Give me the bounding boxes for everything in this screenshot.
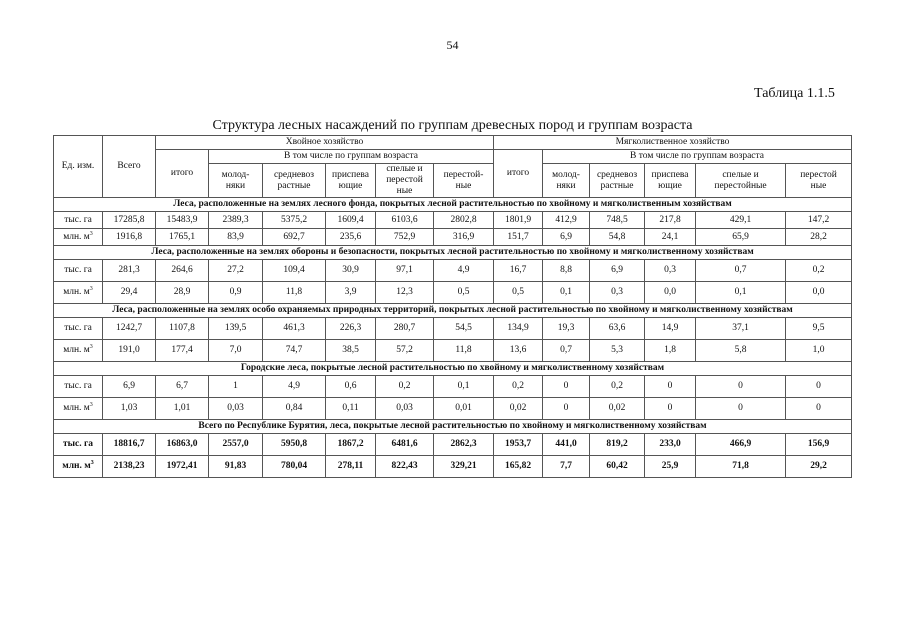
table-cell: 780,04 bbox=[263, 456, 326, 478]
table-cell: 0 bbox=[645, 376, 696, 398]
table-cell: 0,2 bbox=[376, 376, 434, 398]
table-cell: 5375,2 bbox=[263, 212, 326, 229]
table-cell: 1,8 bbox=[645, 340, 696, 362]
table-row bbox=[54, 318, 852, 340]
table-cell: 19,3 bbox=[543, 318, 590, 340]
unit-cell: тыс. га bbox=[54, 260, 103, 282]
table-cell: 1 bbox=[209, 376, 263, 398]
table-cell: 28,2 bbox=[786, 229, 852, 246]
table-cell: 12,3 bbox=[376, 282, 434, 304]
table-cell: 0,6 bbox=[326, 376, 376, 398]
table-cell: 151,7 bbox=[494, 229, 543, 246]
table-cell: 441,0 bbox=[543, 434, 590, 456]
header-age-deciduous-1: средневоз растные bbox=[590, 164, 645, 198]
unit-cell: тыс. га bbox=[54, 212, 103, 229]
table-cell: 1,03 bbox=[103, 398, 156, 420]
table-cell: 466,9 bbox=[696, 434, 786, 456]
table-cell: 191,0 bbox=[103, 340, 156, 362]
header-age-deciduous-2: приспева ющие bbox=[645, 164, 696, 198]
table-cell: 5,3 bbox=[590, 340, 645, 362]
table-cell: 235,6 bbox=[326, 229, 376, 246]
header-deciduous-by-age: В том числе по группам возраста bbox=[543, 150, 852, 164]
table-cell: 1242,7 bbox=[103, 318, 156, 340]
header-total: Всего bbox=[103, 136, 156, 198]
table-cell: 0,0 bbox=[786, 282, 852, 304]
table-cell: 156,9 bbox=[786, 434, 852, 456]
unit-cell: тыс. га bbox=[54, 376, 103, 398]
table-cell: 0,1 bbox=[696, 282, 786, 304]
header-coniferous-itogo: итого bbox=[156, 150, 209, 198]
unit-cell: млн. $м^3$ bbox=[54, 282, 103, 304]
table-cell: 752,9 bbox=[376, 229, 434, 246]
table-cell: 1107,8 bbox=[156, 318, 209, 340]
table-cell: 29,4 bbox=[103, 282, 156, 304]
table-cell: 429,1 bbox=[696, 212, 786, 229]
header-age-coniferous-4: перестой- ные bbox=[434, 164, 494, 198]
table-cell: 54,5 bbox=[434, 318, 494, 340]
table-cell: 83,9 bbox=[209, 229, 263, 246]
table-cell: 0 bbox=[786, 398, 852, 420]
table-cell: 316,9 bbox=[434, 229, 494, 246]
table-cell: 233,0 bbox=[645, 434, 696, 456]
table-cell: 6103,6 bbox=[376, 212, 434, 229]
table-cell: 0,5 bbox=[494, 282, 543, 304]
table-cell: 0,84 bbox=[263, 398, 326, 420]
table-cell: 177,4 bbox=[156, 340, 209, 362]
table-row bbox=[54, 340, 852, 362]
table-cell: 0,2 bbox=[590, 376, 645, 398]
table-cell: 16,7 bbox=[494, 260, 543, 282]
table-cell: 139,5 bbox=[209, 318, 263, 340]
table-cell: 0 bbox=[645, 398, 696, 420]
table-cell: 412,9 bbox=[543, 212, 590, 229]
table-cell: 0,1 bbox=[543, 282, 590, 304]
table-cell: 6,7 bbox=[156, 376, 209, 398]
table-cell: 38,5 bbox=[326, 340, 376, 362]
table-cell: 1,0 bbox=[786, 340, 852, 362]
table-cell: 0,02 bbox=[590, 398, 645, 420]
table-cell: 71,8 bbox=[696, 456, 786, 478]
table-row bbox=[54, 456, 852, 478]
table-cell: 109,4 bbox=[263, 260, 326, 282]
header-deciduous: Мягколиственное хозяйство bbox=[494, 136, 852, 150]
table-cell: 11,8 bbox=[434, 340, 494, 362]
section-title: Леса, расположенные на землях обороны и безопасности, покрытых лесной растительностью по хвойному и мягколиственному хозяйствам bbox=[54, 246, 852, 260]
table-cell: 5,8 bbox=[696, 340, 786, 362]
table-cell: 13,6 bbox=[494, 340, 543, 362]
table-cell: 6,9 bbox=[103, 376, 156, 398]
table-cell: 0,9 bbox=[209, 282, 263, 304]
section-title: Всего по Республике Бурятия, леса, покрытые лесной растительностью по хвойному и мягколиственному хозяйствам bbox=[54, 420, 852, 434]
table-cell: 14,9 bbox=[645, 318, 696, 340]
table-cell: 0 bbox=[696, 376, 786, 398]
table-cell: 2557,0 bbox=[209, 434, 263, 456]
header-unit: Ед. изм. bbox=[54, 136, 103, 198]
table-row bbox=[54, 282, 852, 304]
table-cell: 278,11 bbox=[326, 456, 376, 478]
unit-cell: млн. $м^3$ bbox=[54, 340, 103, 362]
table-cell: 1,01 bbox=[156, 398, 209, 420]
table-cell: 165,82 bbox=[494, 456, 543, 478]
table-cell: 30,9 bbox=[326, 260, 376, 282]
table-cell: 7,7 bbox=[543, 456, 590, 478]
table-cell: 1867,2 bbox=[326, 434, 376, 456]
table-cell: 27,2 bbox=[209, 260, 263, 282]
forest-structure-table bbox=[53, 135, 852, 478]
table-label: Таблица 1.1.5 bbox=[754, 86, 835, 101]
table-cell: 3,9 bbox=[326, 282, 376, 304]
table-cell: 1953,7 bbox=[494, 434, 543, 456]
table-row bbox=[54, 212, 852, 229]
table-cell: 2802,8 bbox=[434, 212, 494, 229]
table-cell: 1609,4 bbox=[326, 212, 376, 229]
table-cell: 1765,1 bbox=[156, 229, 209, 246]
table-cell: 4,9 bbox=[434, 260, 494, 282]
table-cell: 28,9 bbox=[156, 282, 209, 304]
table-cell: 74,7 bbox=[263, 340, 326, 362]
table-cell: 748,5 bbox=[590, 212, 645, 229]
header-age-coniferous-3: спелые и перестой ные bbox=[376, 164, 434, 198]
table-cell: 0,02 bbox=[494, 398, 543, 420]
table-cell: 1916,8 bbox=[103, 229, 156, 246]
table-cell: 0,3 bbox=[590, 282, 645, 304]
header-coniferous-by-age: В том числе по группам возраста bbox=[209, 150, 494, 164]
unit-cell: тыс. га bbox=[54, 318, 103, 340]
table-cell: 0,2 bbox=[786, 260, 852, 282]
table-cell: 6,9 bbox=[590, 260, 645, 282]
table-cell: 0,11 bbox=[326, 398, 376, 420]
table-cell: 0,5 bbox=[434, 282, 494, 304]
table-row bbox=[54, 376, 852, 398]
table-cell: 2862,3 bbox=[434, 434, 494, 456]
table-cell: 4,9 bbox=[263, 376, 326, 398]
table-cell: 6,9 bbox=[543, 229, 590, 246]
table-cell: 7,0 bbox=[209, 340, 263, 362]
table-cell: 18816,7 bbox=[103, 434, 156, 456]
table-cell: 29,2 bbox=[786, 456, 852, 478]
table-cell: 37,1 bbox=[696, 318, 786, 340]
table-cell: 0,7 bbox=[543, 340, 590, 362]
table-cell: 0,2 bbox=[494, 376, 543, 398]
table-cell: 0,0 bbox=[645, 282, 696, 304]
table-cell: 1801,9 bbox=[494, 212, 543, 229]
section-title: Леса, расположенные на землях особо охраняемых природных территорий, покрытых лесной растительностью по хвойному и мягколиственному хозяйствам bbox=[54, 304, 852, 318]
unit-cell: млн. $м^3$ bbox=[54, 456, 103, 478]
table-cell: 57,2 bbox=[376, 340, 434, 362]
header-age-deciduous-4: перестой ные bbox=[786, 164, 852, 198]
table-title: Структура лесных насаждений по группам древесных пород и группам возраста bbox=[212, 118, 693, 133]
unit-cell: тыс. га bbox=[54, 434, 103, 456]
header-age-deciduous-0: молод- няки bbox=[543, 164, 590, 198]
table-cell: 5950,8 bbox=[263, 434, 326, 456]
table-cell: 819,2 bbox=[590, 434, 645, 456]
header-coniferous: Хвойное хозяйство bbox=[156, 136, 494, 150]
table-cell: 9,5 bbox=[786, 318, 852, 340]
table-cell: 8,8 bbox=[543, 260, 590, 282]
table-cell: 822,43 bbox=[376, 456, 434, 478]
table-cell: 15483,9 bbox=[156, 212, 209, 229]
header-deciduous-itogo: итого bbox=[494, 150, 543, 198]
header-age-coniferous-2: приспева ющие bbox=[326, 164, 376, 198]
table-cell: 461,3 bbox=[263, 318, 326, 340]
header-age-coniferous-0: молод- няки bbox=[209, 164, 263, 198]
table-cell: 217,8 bbox=[645, 212, 696, 229]
table-cell: 692,7 bbox=[263, 229, 326, 246]
table-cell: 147,2 bbox=[786, 212, 852, 229]
table-row bbox=[54, 434, 852, 456]
table-cell: 329,21 bbox=[434, 456, 494, 478]
table-cell: 54,8 bbox=[590, 229, 645, 246]
table-cell: 65,9 bbox=[696, 229, 786, 246]
table-row bbox=[54, 398, 852, 420]
table-cell: 0,03 bbox=[209, 398, 263, 420]
table-cell: 0 bbox=[786, 376, 852, 398]
section-title: Леса, расположенные на землях лесного фонда, покрытых лесной растительностью по хвойному и мягколиственным хозяйствам bbox=[54, 198, 852, 212]
table-cell: 25,9 bbox=[645, 456, 696, 478]
table-cell: 264,6 bbox=[156, 260, 209, 282]
table-cell: 63,6 bbox=[590, 318, 645, 340]
table-cell: 226,3 bbox=[326, 318, 376, 340]
table-cell: 2389,3 bbox=[209, 212, 263, 229]
table-cell: 0 bbox=[543, 376, 590, 398]
table-cell: 16863,0 bbox=[156, 434, 209, 456]
table-cell: 2138,23 bbox=[103, 456, 156, 478]
table-cell: 0,03 bbox=[376, 398, 434, 420]
table-cell: 0 bbox=[543, 398, 590, 420]
table-row bbox=[54, 260, 852, 282]
table-cell: 0,7 bbox=[696, 260, 786, 282]
table-cell: 280,7 bbox=[376, 318, 434, 340]
section-title: Городские леса, покрытые лесной растительностью по хвойному и мягколиственному хозяйствам bbox=[54, 362, 852, 376]
header-age-deciduous-3: спелые и перестойные bbox=[696, 164, 786, 198]
page-number: 54 bbox=[446, 38, 459, 52]
table-cell: 97,1 bbox=[376, 260, 434, 282]
table-cell: 6481,6 bbox=[376, 434, 434, 456]
table-cell: 0,3 bbox=[645, 260, 696, 282]
table-cell: 17285,8 bbox=[103, 212, 156, 229]
table-cell: 24,1 bbox=[645, 229, 696, 246]
table-cell: 134,9 bbox=[494, 318, 543, 340]
table-row bbox=[54, 229, 852, 246]
unit-cell: млн. $м^3$ bbox=[54, 229, 103, 246]
table-cell: 0,1 bbox=[434, 376, 494, 398]
table-cell: 0,01 bbox=[434, 398, 494, 420]
table-cell: 1972,41 bbox=[156, 456, 209, 478]
table-cell: 60,42 bbox=[590, 456, 645, 478]
table-cell: 11,8 bbox=[263, 282, 326, 304]
table-cell: 281,3 bbox=[103, 260, 156, 282]
table-cell: 91,83 bbox=[209, 456, 263, 478]
table-cell: 0 bbox=[696, 398, 786, 420]
header-age-coniferous-1: средневоз растные bbox=[263, 164, 326, 198]
unit-cell: млн. $м^3$ bbox=[54, 398, 103, 420]
